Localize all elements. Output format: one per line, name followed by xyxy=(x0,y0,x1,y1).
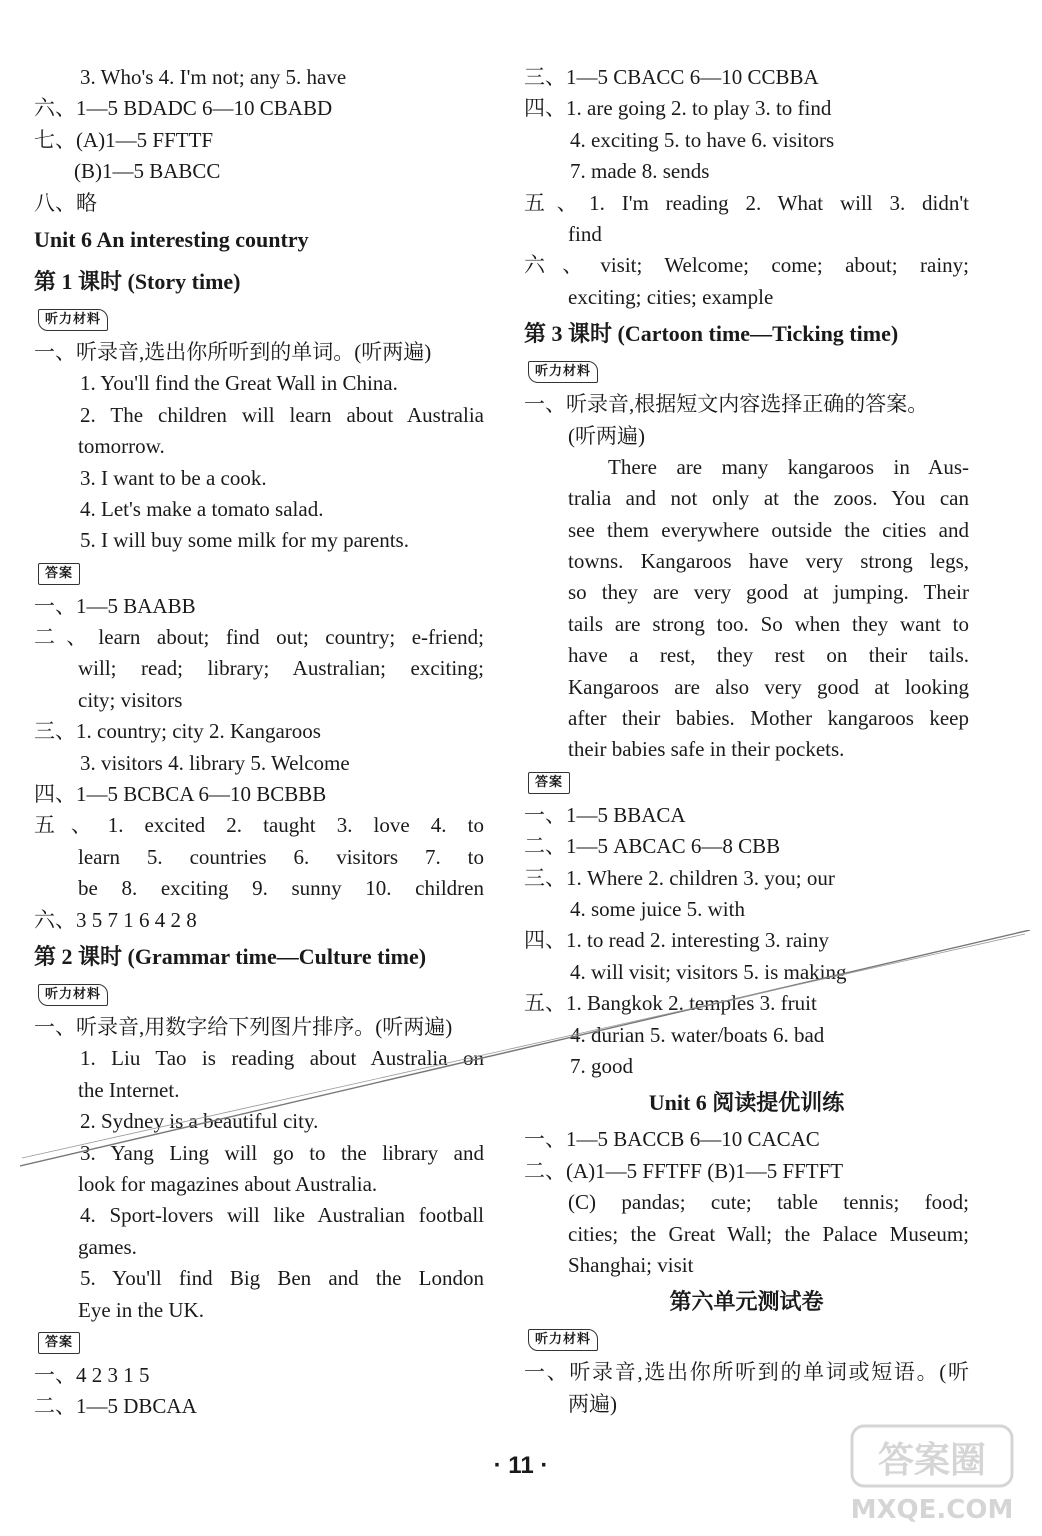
answer-line: 五、1. Bangkok 2. temples 3. fruit xyxy=(524,991,817,1016)
answer-line: 4. will visit; visitors 5. is making xyxy=(570,959,847,984)
answer-line: 2. The children will learn about Australia xyxy=(80,402,484,427)
tag-label: 听力材料 xyxy=(38,984,108,1006)
answer-line: 五、1. I'm reading 2. What will 3. didn't xyxy=(524,190,969,215)
answer-line: the Internet. xyxy=(78,1077,180,1102)
answer-line: 7. made 8. sends xyxy=(570,159,710,184)
answer-line: (B)1—5 BABCC xyxy=(74,159,221,184)
section-heading: Unit 6 阅读提优训练 xyxy=(648,1090,845,1116)
answer-line: 六、1—5 BDADC 6—10 CBABD xyxy=(34,96,333,121)
listening-material-tag xyxy=(34,303,484,337)
answer-line: 3. visitors 4. library 5. Welcome xyxy=(80,750,350,775)
answer-line: city; visitors xyxy=(78,687,183,712)
watermark-logo xyxy=(842,1418,1022,1528)
page-number: · 11 · xyxy=(493,1452,549,1479)
answer-line: tralia and not only at the zoos. You can xyxy=(568,486,969,511)
answer-line: 2. Sydney is a beautiful city. xyxy=(80,1109,319,1134)
answer-line: Shanghai; visit xyxy=(568,1252,694,1277)
answer-line: 四、1. are going 2. to play 3. to find xyxy=(524,96,832,121)
listening-material-tag xyxy=(524,355,969,389)
answer-line: find xyxy=(568,221,602,246)
answer-line: cities; the Great Wall; the Palace Museum; xyxy=(568,1221,969,1246)
answer-line: towns. Kangaroos have very strong legs, xyxy=(568,549,969,574)
answer-line: after their babies. Mother kangaroos keep xyxy=(568,706,969,731)
answer-line: 二、1—5 ABCAC 6—8 CBB xyxy=(524,834,781,859)
section-heading: Unit 6 An interesting country xyxy=(34,226,309,252)
tag-label: 答案 xyxy=(38,563,80,585)
answer-line: 一、1—5 BAABB xyxy=(34,593,196,618)
left-column xyxy=(34,62,484,1423)
right-column xyxy=(524,62,969,1420)
svg-text:MXQE.COM: MXQE.COM xyxy=(850,1495,1014,1525)
answer-line: 四、1. to read 2. interesting 3. rainy xyxy=(524,928,830,953)
answer-tag xyxy=(34,557,484,591)
answer-line: 一、1—5 BACCB 6—10 CACAC xyxy=(524,1127,820,1152)
answer-line: 3. Who's 4. I'm not; any 5. have xyxy=(80,65,347,89)
answer-line: 一、听录音,选出你所听到的单词或短语。(听 xyxy=(524,1360,969,1385)
answer-line: be 8. exciting 9. sunny 10. children xyxy=(78,876,484,901)
answer-line: There are many kangaroos in Aus- xyxy=(608,454,969,479)
answer-line: 4. exciting 5. to have 6. visitors xyxy=(570,127,835,152)
section-heading: 第 1 课时 (Story time) xyxy=(34,268,241,294)
answer-line: 三、1—5 CBACC 6—10 CCBBA xyxy=(524,65,819,89)
answer-line: 六、visit; Welcome; come; about; rainy; xyxy=(524,253,969,278)
tag-label: 听力材料 xyxy=(528,361,598,383)
section-heading: 第 2 课时 (Grammar time—Culture time) xyxy=(34,943,427,969)
answer-line: 3. Yang Ling will go to the library and xyxy=(80,1140,484,1165)
listening-material-tag xyxy=(524,1323,969,1357)
section-heading: 第 3 课时 (Cartoon time—Ticking time) xyxy=(524,321,899,347)
answer-line: 八、略 xyxy=(34,190,97,215)
answer-line: 4. durian 5. water/boats 6. bad xyxy=(570,1022,825,1047)
answer-line: Kangaroos are also very good at looking xyxy=(568,674,969,699)
answer-line: 二、1—5 DBCAA xyxy=(34,1394,197,1419)
tag-label: 答案 xyxy=(38,1332,80,1354)
answer-line: 两遍) xyxy=(568,1391,617,1416)
answer-line: 1. Liu Tao is reading about Australia on xyxy=(80,1046,484,1071)
answer-line: exciting; cities; example xyxy=(568,284,774,309)
answer-line: 七、(A)1—5 FFTTF xyxy=(34,127,214,152)
answer-line: learn 5. countries 6. visitors 7. to xyxy=(78,844,484,869)
answer-line: 4. some juice 5. with xyxy=(570,896,745,921)
answer-line: 三、1. country; city 2. Kangaroos xyxy=(34,719,321,744)
answer-line: 一、听录音,用数字给下列图片排序。(听两遍) xyxy=(34,1014,453,1039)
tag-label: 答案 xyxy=(528,772,570,794)
answer-line: (C) pandas; cute; table tennis; food; xyxy=(568,1190,969,1215)
answer-line: 二、learn about; find out; country; e-friend; xyxy=(34,625,484,650)
answer-line: tomorrow. xyxy=(78,434,165,459)
answer-line: 一、1—5 BBACA xyxy=(524,802,686,827)
answer-tag xyxy=(524,766,969,800)
answer-line: tails are strong too. So when they want to xyxy=(568,611,969,636)
answer-line: 4. Sport-lovers will like Australian football xyxy=(80,1203,484,1228)
answer-line: 3. I want to be a cook. xyxy=(80,465,267,490)
section-heading: 第六单元测试卷 xyxy=(669,1289,824,1315)
answer-tag xyxy=(34,1326,484,1360)
answer-line: 1. You'll find the Great Wall in China. xyxy=(80,371,398,396)
answer-line: 四、1—5 BCBCA 6—10 BCBBB xyxy=(34,782,327,807)
answer-line: have a rest, they rest on their tails. xyxy=(568,643,969,668)
answer-line: 5. I will buy some milk for my parents. xyxy=(80,528,409,553)
tag-label: 听力材料 xyxy=(528,1329,598,1351)
svg-text:答案圈: 答案圈 xyxy=(877,1440,987,1481)
answer-line: 二、(A)1—5 FFTFF (B)1—5 FFTFT xyxy=(524,1158,844,1183)
tag-label: 听力材料 xyxy=(38,309,108,331)
answer-line: 7. good xyxy=(570,1053,633,1078)
answer-line: 5. You'll find Big Ben and the London xyxy=(80,1266,484,1291)
answer-line: 4. Let's make a tomato salad. xyxy=(80,496,324,521)
answer-line: see them everywhere outside the cities and xyxy=(568,517,969,542)
answer-line: will; read; library; Australian; exciting; xyxy=(78,656,484,681)
answer-line: 三、1. Where 2. children 3. you; our xyxy=(524,865,835,890)
answer-line: their babies safe in their pockets. xyxy=(568,737,845,762)
answer-line: look for magazines about Australia. xyxy=(78,1171,378,1196)
answer-line: 一、听录音,根据短文内容选择正确的答案。 xyxy=(524,392,929,417)
answer-line: (听两遍) xyxy=(568,423,645,448)
answer-line: so they are very good at jumping. Their xyxy=(568,580,969,605)
answer-line: 五、1. excited 2. taught 3. love 4. to xyxy=(34,813,484,838)
answer-line: 六、3 5 7 1 6 4 2 8 xyxy=(34,907,197,932)
answer-line: 一、听录音,选出你所听到的单词。(听两遍) xyxy=(34,339,432,364)
answer-line: 一、4 2 3 1 5 xyxy=(34,1362,150,1387)
listening-material-tag xyxy=(34,978,484,1012)
answer-line: games. xyxy=(78,1234,137,1259)
answer-line: Eye in the UK. xyxy=(78,1297,204,1322)
